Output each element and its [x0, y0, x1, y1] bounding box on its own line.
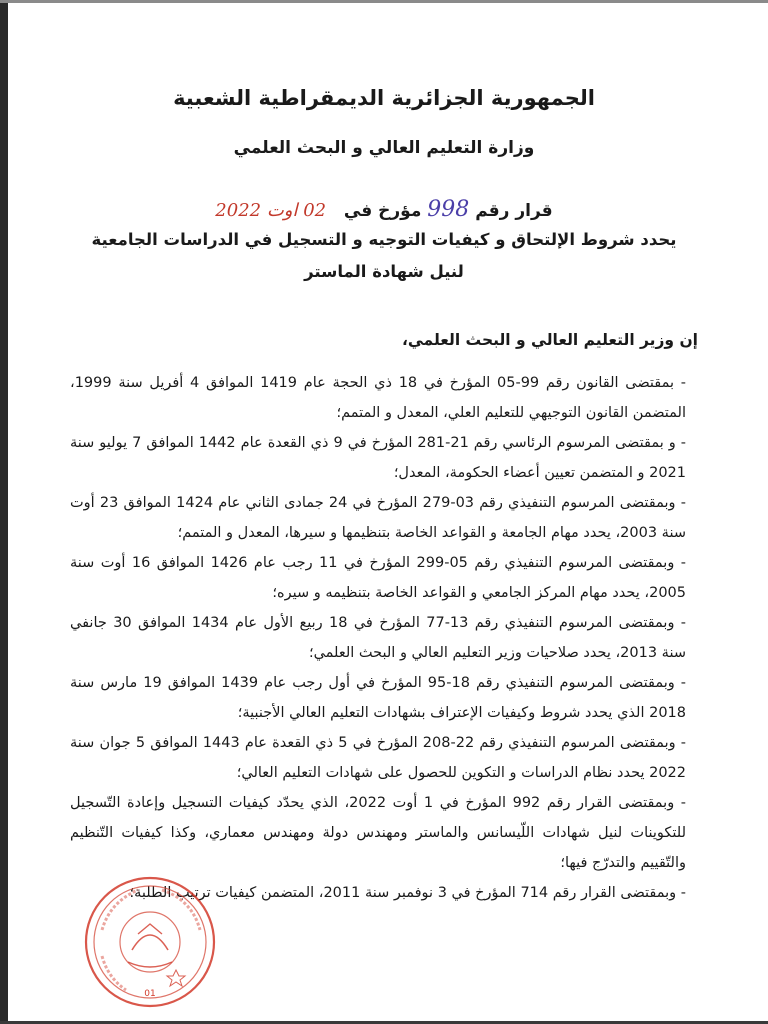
clause-item: - و بمقتضى المرسوم الرئاسي رقم 21-281 المؤرخ في 9 ذي القعدة عام 1442 الموافق 7 يوليو سنة 2021 و المتضمن تعيين أعضاء الحكومة، المعدل؛	[70, 435, 686, 481]
scan-edge-top	[0, 0, 768, 3]
decision-line	[0, 197, 768, 222]
clause-item: - وبمقتضى القرار رقم 992 المؤرخ في 1 أوت 2022، الذي يحدّد كيفيات التسجيل وإعادة التّسجيل للتكوينات لنيل شهادات اللّيسانس والماستر ومهندس دولة ومهندس معماري، وكذا كيفيات التّنظيم والتّقييم والتدرّج فيها؛	[70, 795, 687, 871]
clause-item: - بمقتضى القانون رقم 99-05 المؤرخ في 18 ذي الحجة عام 1419 الموافق 4 أفريل سنة 1999، المتضمن القانون التوجيهي للتعليم العلي، المعدل و المتمم؛	[70, 375, 687, 421]
decision-dated: مؤرخ في	[343, 201, 422, 221]
stamp-number: 01	[144, 989, 156, 999]
intro-line: إن وزير التعليم العالي و البحث العلمي،	[401, 331, 698, 349]
clause-item: - وبمقتضى القرار رقم 714 المؤرخ في 3 نوفمبر سنة 2011، المتضمن كيفيات ترتيب الطلبة؛	[129, 885, 686, 901]
clauses-list	[70, 368, 686, 908]
ministry-heading: وزارة التعليم العالي و البحث العلمي	[233, 138, 535, 158]
subject-line-1: يحدد شروط الإلتحاق و كيفيات التوجيه و التسجيل في الدراسات الجامعية	[91, 230, 677, 249]
official-stamp	[80, 872, 220, 1012]
clause-item: - وبمقتضى المرسوم التنفيذي رقم 13-77 المؤرخ في 18 ربيع الأول عام 1434 الموافق 30 جانفي سنة 2013، يحدد صلاحيات وزير التعليم العالي و البحث العلمي؛	[70, 615, 687, 661]
decision-prefix: قرار رقم	[475, 201, 553, 221]
clause-item: - وبمقتضى المرسوم التنفيذي رقم 22-208 المؤرخ في 5 ذي القعدة عام 1443 الموافق 5 جوان سنة 2022 يحدد نظام الدراسات و التكوين للحصول على شهادات التعليم العالي؛	[70, 735, 687, 781]
subject-line-2: لنيل شهادة الماستر	[304, 262, 464, 281]
decision-date: 02 اوت 2022	[215, 200, 327, 221]
clause-item: - وبمقتضى المرسوم التنفيذي رقم 03-279 المؤرخ في 24 جمادى الثاني عام 1424 الموافق 23 أوت سنة 2003، يحدد مهام الجامعة و القواعد الخاصة بتنظيمها و سيرها، المعدل و المتمم؛	[70, 495, 686, 541]
decision-number: 998	[427, 197, 470, 222]
stamp-seal-icon	[80, 872, 220, 1012]
clause-item: - وبمقتضى المرسوم التنفيذي رقم 18-95 المؤرخ في أول رجب عام 1439 الموافق 19 مارس سنة 2018 الذي يحدد شروط وكيفيات الإعتراف بشهادات التعليم العالي الأجنبية؛	[70, 675, 687, 721]
clause-item: - وبمقتضى المرسوم التنفيذي رقم 05-299 المؤرخ في 11 رجب عام 1426 الموافق 16 أوت سنة 2005، يحدد مهام المركز الجامعي و القواعد الخاصة بتنظيمه و سيره؛	[70, 555, 686, 601]
republic-heading: الجمهورية الجزائرية الديمقراطية الشعبية	[173, 86, 595, 110]
